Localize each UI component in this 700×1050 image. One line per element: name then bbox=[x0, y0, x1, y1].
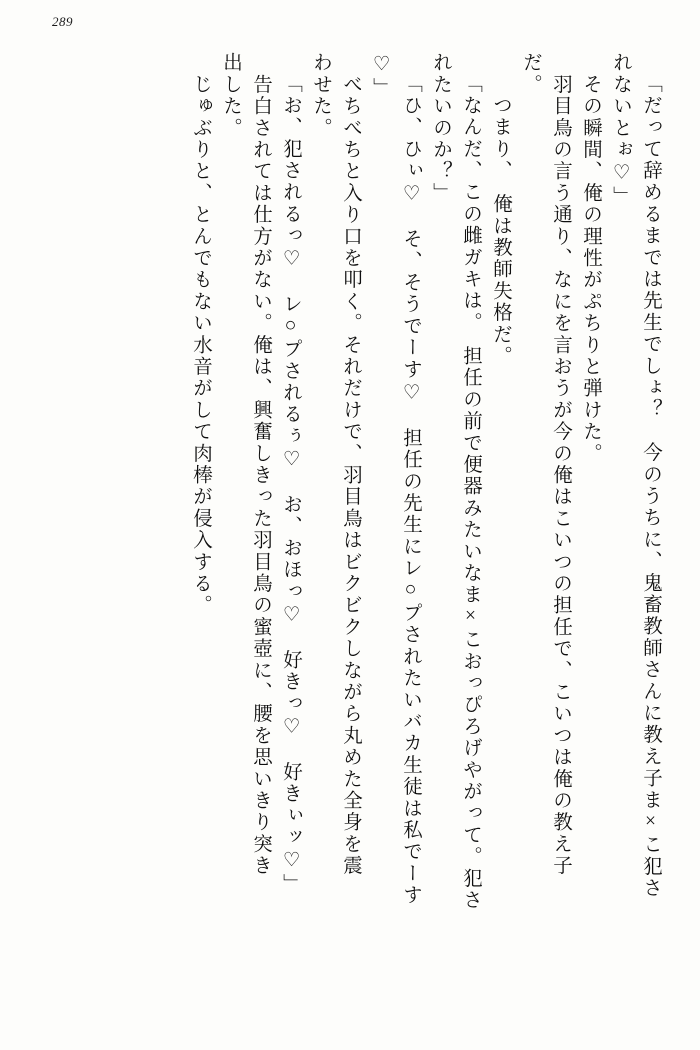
text-line: 「だって辞めるまでは先生でしょ？ 今のうちに、鬼畜教師さんに教え子ま×こ犯さ bbox=[640, 73, 661, 900]
text-line: 羽目鳥の言う通り、なにを言おうが今の俺はこいつの担任で、こいつは俺の教え子 bbox=[550, 52, 571, 877]
text-line: れたいのか？」 bbox=[430, 52, 451, 204]
text-line: ♡」 bbox=[370, 52, 391, 99]
page-number: 289 bbox=[52, 14, 73, 29]
text-line: 「なんだ、この雌ガキは。 担任の前で便器みたいなま×こおっぴろげやがって。犯さ bbox=[460, 73, 481, 912]
text-line: 「ひ、ひぃ♡ そ、そうでーす♡ 担任の先生にレ○プされたいバカ生徒は私でーす bbox=[400, 73, 421, 907]
text-line: 出した。 bbox=[220, 52, 241, 139]
text-line: じゅぶりと、とんでもない水音がして肉棒が侵入する。 bbox=[190, 52, 211, 617]
text-line: 告白されては仕方がない。俺は、興奮しきった羽目鳥の蜜壺に、腰を思いきり突き bbox=[250, 52, 271, 877]
text-line: だ。 bbox=[520, 52, 541, 96]
text-line: れないとぉ♡」 bbox=[610, 52, 631, 208]
text-line: わせた。 bbox=[310, 52, 331, 139]
text-line: つまり、 俺は教師失格だ。 bbox=[490, 73, 511, 368]
text-line: その瞬間、俺の理性がぷちりと弾けた。 bbox=[580, 52, 601, 465]
text-line: 「お、犯されるっ♡ レ○プされるぅ♡ お、おほっ♡ 好きっ♡ 好きぃッ♡」 bbox=[280, 73, 301, 895]
text-line: べちべちと入り口を叩く。それだけで、羽目鳥はビクビクしながら丸めた全身を震 bbox=[340, 52, 361, 877]
vertical-text-body bbox=[40, 52, 660, 1020]
